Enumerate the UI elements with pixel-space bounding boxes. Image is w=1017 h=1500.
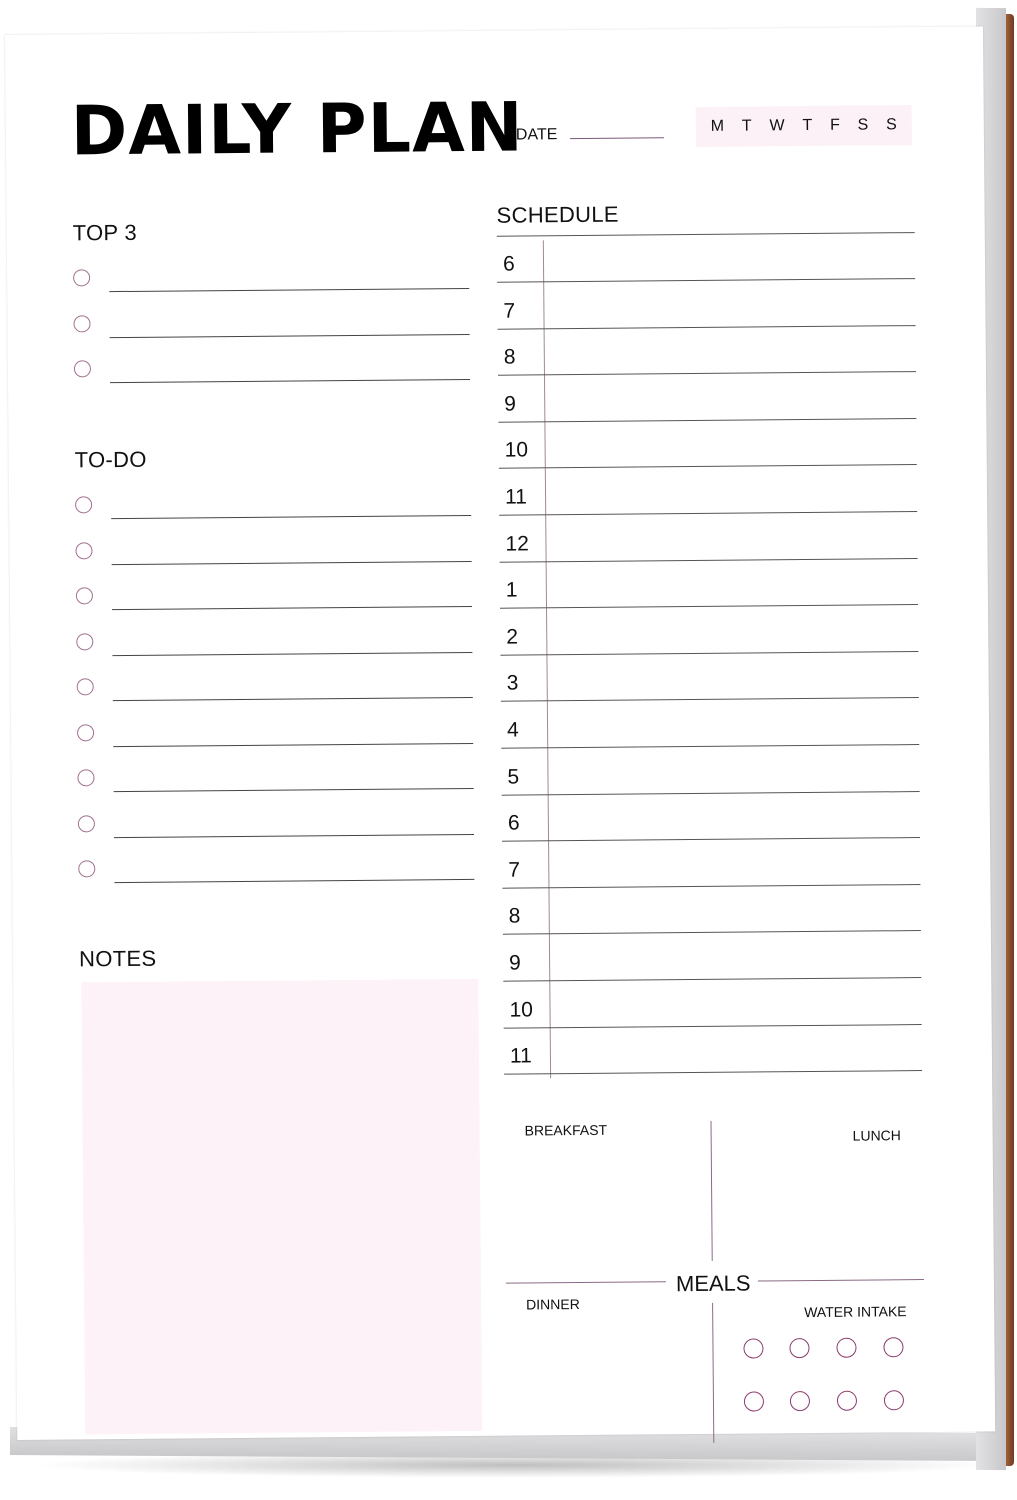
todo-item-line[interactable] (111, 515, 471, 519)
todo-title: TO-DO (74, 446, 147, 473)
schedule-hour-label: 7 (508, 858, 521, 882)
todo-item-line[interactable] (114, 833, 474, 837)
day-monday[interactable]: M (710, 117, 725, 135)
schedule-hour-label: 7 (503, 299, 516, 323)
schedule-row[interactable] (500, 606, 918, 656)
schedule-hour-label: 5 (507, 765, 520, 789)
top3-item-checkbox[interactable] (73, 269, 90, 286)
dinner-area[interactable] (526, 1319, 707, 1441)
water-glass-checkbox[interactable] (884, 1390, 904, 1410)
schedule-hour-label: 6 (502, 252, 515, 276)
top3-item-row (73, 311, 471, 344)
water-glass-checkbox[interactable] (744, 1391, 764, 1411)
schedule-row[interactable] (497, 233, 915, 283)
schedule-row[interactable] (500, 652, 918, 702)
lunch-label: LUNCH (852, 1127, 901, 1144)
todo-item-checkbox[interactable] (75, 542, 92, 559)
todo-item-checkbox[interactable] (76, 633, 93, 650)
schedule-hour-label: 3 (506, 671, 519, 696)
breakfast-label: BREAKFAST (524, 1121, 608, 1139)
schedule-row[interactable] (501, 699, 919, 749)
schedule-title: SCHEDULE (496, 201, 619, 228)
schedule-hour-label: 10 (509, 998, 533, 1022)
todo-item-checkbox[interactable] (75, 496, 92, 513)
schedule-hour-label: 4 (506, 718, 519, 742)
schedule-row[interactable] (499, 513, 917, 563)
meals-left-divider (506, 1281, 666, 1283)
todo-item-line[interactable] (112, 560, 472, 564)
todo-item-row (78, 857, 476, 890)
date-field[interactable] (570, 137, 664, 139)
todo-item-row (77, 675, 475, 708)
todo-item-checkbox[interactable] (77, 678, 94, 695)
dinner-label: DINNER (526, 1296, 580, 1313)
schedule-row[interactable] (502, 885, 920, 935)
todo-item-line[interactable] (113, 697, 473, 701)
water-intake-tracker (5, 26, 983, 35)
todo-item-row (76, 629, 474, 662)
pad-backing-edge (1006, 14, 1014, 1466)
todo-item-checkbox[interactable] (77, 769, 94, 786)
todo-item-row (76, 584, 474, 617)
todo-item-row (75, 493, 473, 526)
todo-item-line[interactable] (112, 651, 472, 655)
top3-item-line[interactable] (110, 333, 470, 337)
schedule-row-line (504, 1070, 922, 1075)
todo-item-row (78, 811, 476, 844)
schedule-hour-label: 10 (504, 438, 529, 463)
day-thursday[interactable]: T (802, 116, 813, 135)
schedule-hour-label: 11 (509, 1044, 532, 1068)
meals-right-divider (758, 1279, 924, 1281)
schedule-hour-label: 8 (508, 904, 521, 929)
schedule-hour-label: 2 (506, 625, 519, 649)
water-glass-checkbox[interactable] (790, 1391, 810, 1411)
water-glass-checkbox[interactable] (883, 1337, 903, 1357)
day-friday[interactable]: F (829, 116, 840, 134)
notes-area[interactable] (81, 979, 482, 1434)
meals-bottom-divider (712, 1303, 714, 1443)
breakfast-area[interactable] (525, 1145, 706, 1267)
todo-item-checkbox[interactable] (78, 860, 95, 877)
schedule-hour-label: 1 (505, 578, 518, 602)
date-label: DATE (515, 126, 558, 144)
water-glass-checkbox[interactable] (836, 1338, 856, 1358)
todo-item-checkbox[interactable] (76, 587, 93, 604)
schedule-row[interactable] (498, 419, 916, 469)
water-glass-checkbox[interactable] (837, 1391, 857, 1411)
schedule-hour-label: 8 (503, 345, 516, 369)
todo-item-line[interactable] (112, 606, 472, 610)
schedule-hour-label: 9 (509, 951, 521, 975)
schedule-row[interactable] (498, 326, 916, 376)
top3-item-checkbox[interactable] (74, 360, 91, 377)
top3-item-line[interactable] (109, 288, 469, 292)
schedule-hour-label: 12 (505, 532, 529, 556)
schedule-row[interactable] (500, 559, 918, 609)
day-sunday[interactable]: S (886, 116, 897, 134)
water-intake-label: WATER INTAKE (804, 1303, 907, 1321)
water-glass-checkbox[interactable] (743, 1338, 763, 1358)
schedule-row[interactable] (502, 839, 920, 889)
page-title: DAILY PLAN (70, 88, 524, 172)
meals-title: MEALS (675, 1270, 751, 1297)
schedule-hour-label: 6 (507, 811, 520, 835)
schedule-hour-label: 9 (504, 392, 517, 416)
todo-item-row (75, 538, 473, 571)
schedule-row[interactable] (497, 280, 915, 330)
todo-list (5, 26, 983, 35)
top3-item-line[interactable] (110, 379, 470, 383)
day-wednesday[interactable]: W (769, 117, 785, 135)
top3-item-row (74, 357, 472, 390)
water-glass-checkbox[interactable] (789, 1338, 809, 1358)
todo-item-line[interactable] (113, 742, 473, 746)
top3-title: TOP 3 (72, 219, 138, 246)
schedule-row[interactable] (501, 746, 919, 796)
schedule-row[interactable] (502, 792, 920, 842)
day-tuesday[interactable]: T (741, 117, 752, 135)
schedule-row[interactable] (503, 932, 921, 982)
todo-item-checkbox[interactable] (77, 724, 94, 741)
top3-item-checkbox[interactable] (73, 315, 90, 332)
top3-item-row (73, 266, 471, 299)
notes-title: NOTES (78, 945, 157, 972)
schedule-hour-label: 11 (504, 485, 527, 509)
top3-list (5, 26, 983, 35)
todo-item-row (77, 720, 475, 753)
schedule-row[interactable] (504, 1025, 922, 1075)
schedule-row[interactable] (499, 466, 917, 516)
day-saturday[interactable]: S (857, 116, 869, 134)
todo-item-line[interactable] (114, 788, 474, 792)
meals-top-divider (711, 1121, 713, 1261)
schedule-row[interactable] (498, 373, 916, 423)
todo-item-checkbox[interactable] (78, 815, 95, 832)
planner-sheet (5, 26, 995, 1439)
todo-item-row (77, 766, 475, 799)
todo-item-line[interactable] (114, 879, 474, 883)
lunch-area[interactable] (719, 1151, 920, 1265)
weekday-selector (696, 105, 912, 147)
schedule-row[interactable] (503, 979, 921, 1029)
